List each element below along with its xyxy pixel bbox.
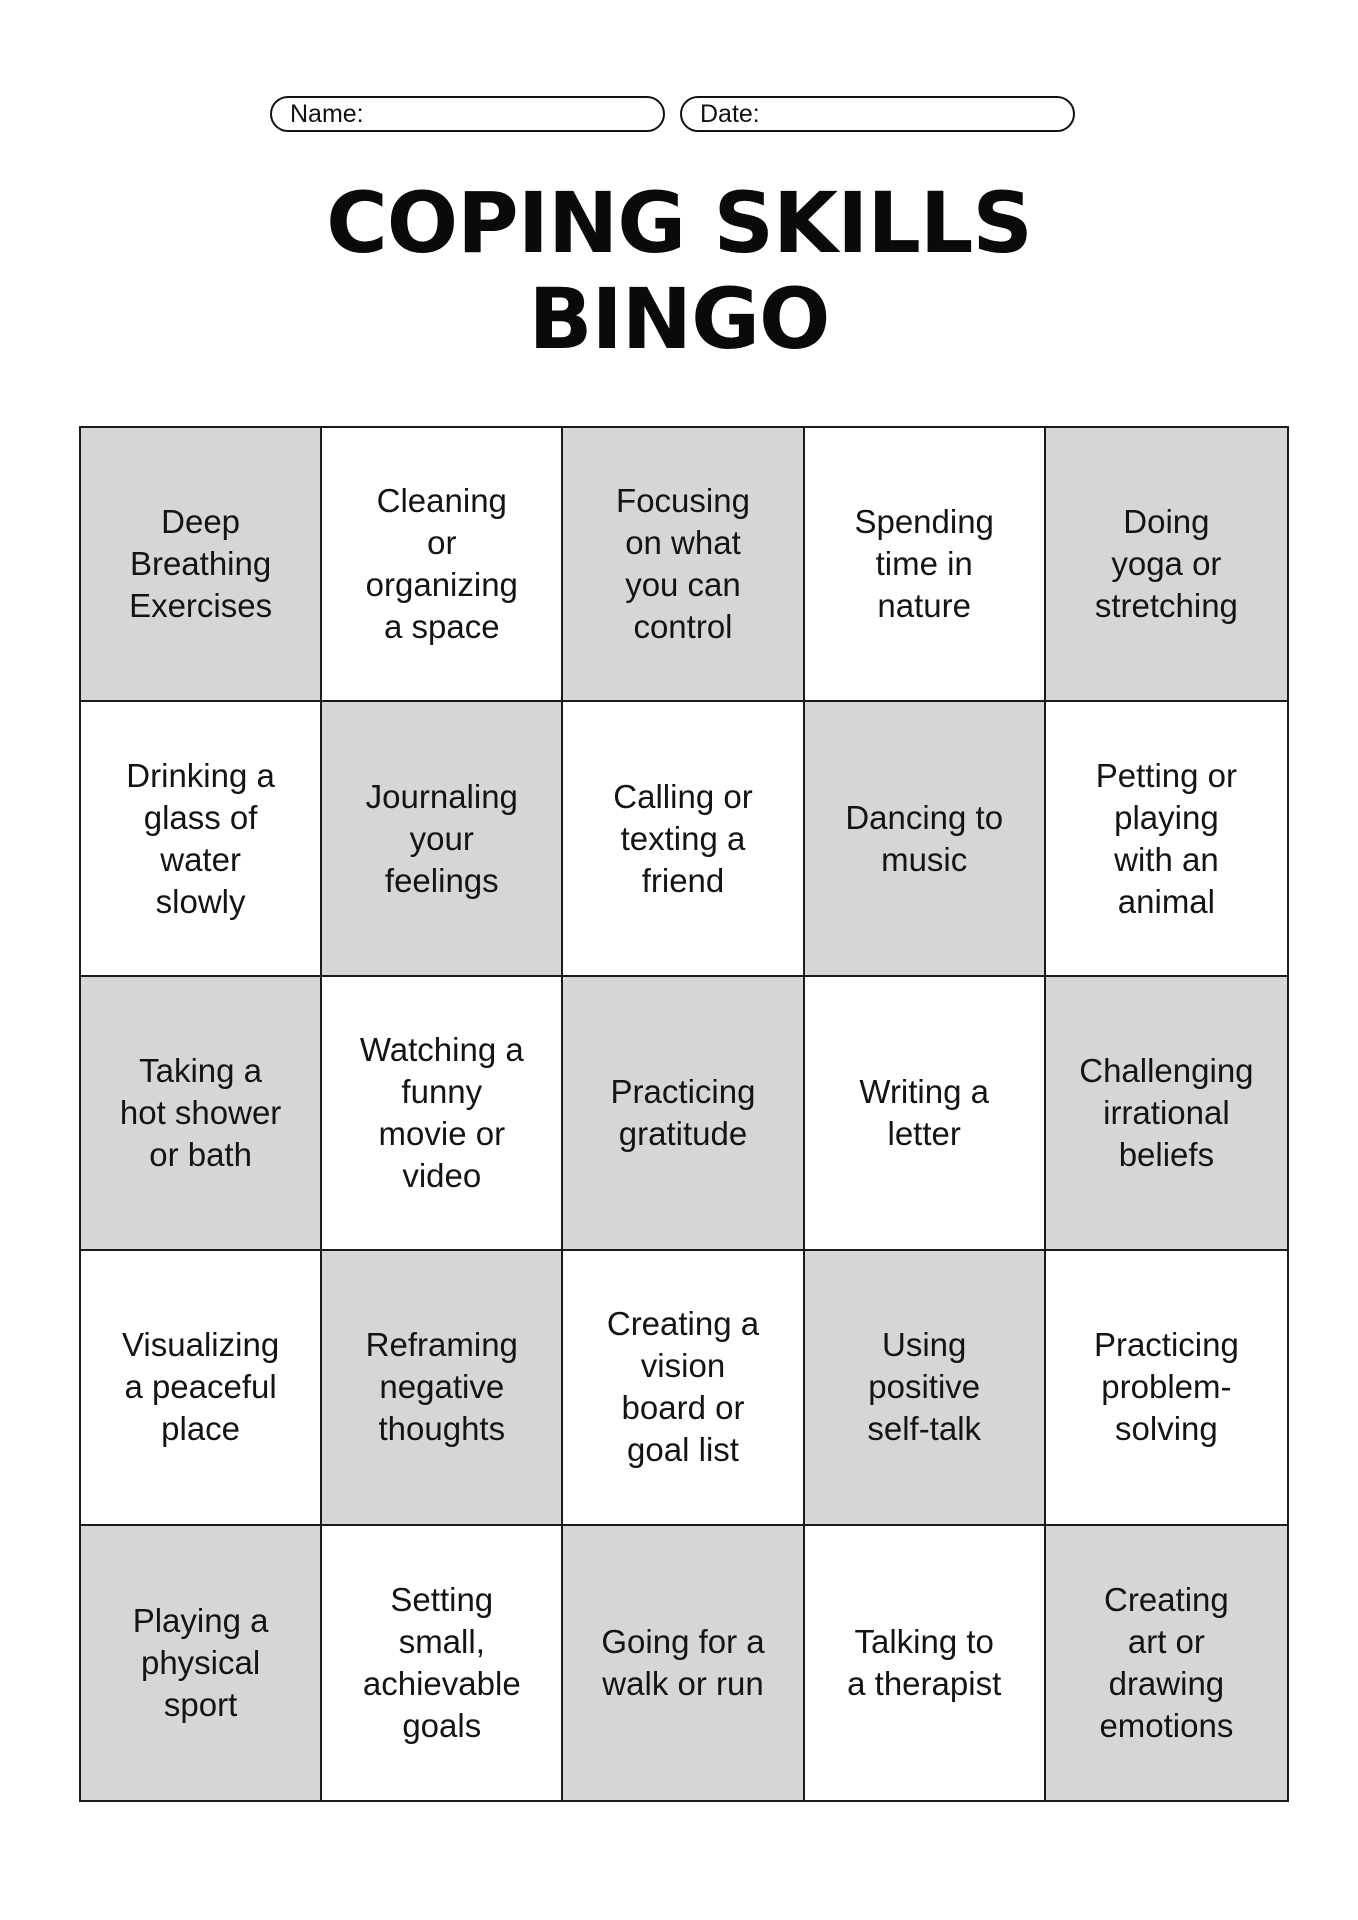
bingo-cell-label: Deep Breathing Exercises — [129, 503, 273, 625]
bingo-cell-label: Going for a walk or run — [601, 1622, 765, 1702]
bingo-cell[interactable] — [81, 1251, 322, 1525]
bingo-cell-label: Taking a hot shower or bath — [119, 1051, 282, 1173]
bingo-cell[interactable] — [1046, 1526, 1287, 1800]
bingo-cell[interactable] — [1046, 977, 1287, 1251]
bingo-cell-label: Challenging irrational beliefs — [1079, 1051, 1254, 1173]
bingo-cell-label: Doing yoga or stretching — [1094, 503, 1238, 625]
bingo-cell-label: Creating art or drawing emotions — [1099, 1580, 1234, 1744]
title-line-1: COPING SKILLS — [326, 174, 1032, 272]
bingo-cell-label: Petting or playing with an animal — [1095, 756, 1238, 920]
bingo-cell[interactable] — [1046, 702, 1287, 976]
bingo-cell[interactable] — [322, 977, 563, 1251]
bingo-cell-label: Practicing problem- solving — [1093, 1326, 1239, 1448]
header-fields — [270, 96, 1075, 136]
bingo-cell-label: Using positive self-talk — [867, 1326, 982, 1448]
bingo-cell[interactable] — [81, 977, 322, 1251]
bingo-cell[interactable] — [1046, 428, 1287, 702]
bingo-cell[interactable] — [81, 702, 322, 976]
bingo-cell[interactable] — [322, 702, 563, 976]
date-label: Date: — [700, 99, 760, 128]
bingo-cell[interactable] — [563, 977, 804, 1251]
bingo-cell-label: Reframing negative thoughts — [365, 1326, 518, 1448]
bingo-cell[interactable] — [805, 428, 1046, 702]
bingo-cell-label: Drinking a glass of water slowly — [126, 756, 275, 920]
bingo-cell[interactable] — [805, 977, 1046, 1251]
bingo-cell-label: Spending time in nature — [854, 503, 994, 625]
bingo-cell[interactable] — [322, 1251, 563, 1525]
bingo-cell-label: Journaling your feelings — [365, 777, 518, 899]
bingo-board — [79, 426, 1289, 1802]
bingo-cell-label: Practicing gratitude — [610, 1072, 756, 1152]
bingo-cell-label: Writing a letter — [859, 1072, 989, 1152]
bingo-cell[interactable] — [805, 1251, 1046, 1525]
bingo-cell[interactable] — [1046, 1251, 1287, 1525]
bingo-cell[interactable] — [563, 1251, 804, 1525]
bingo-cell-label: Playing a physical sport — [132, 1601, 269, 1723]
bingo-cell-label: Creating a vision board or goal list — [606, 1305, 760, 1469]
bingo-cell[interactable] — [81, 428, 322, 702]
bingo-cell[interactable] — [81, 1526, 322, 1800]
bingo-cell[interactable] — [805, 1526, 1046, 1800]
bingo-cell-label: Visualizing a peaceful place — [122, 1326, 280, 1448]
bingo-cell-label: Talking to a therapist — [847, 1622, 1002, 1702]
bingo-cell[interactable] — [805, 702, 1046, 976]
date-field[interactable] — [680, 96, 1075, 132]
name-label: Name: — [290, 99, 364, 128]
bingo-cell-label: Cleaning or organizing a space — [365, 482, 518, 646]
page-title — [0, 175, 1358, 367]
title-line-2: BINGO — [528, 270, 830, 368]
bingo-cell[interactable] — [322, 1526, 563, 1800]
bingo-cell-label: Setting small, achievable goals — [362, 1580, 521, 1744]
bingo-cell-label: Watching a funny movie or video — [359, 1030, 524, 1194]
bingo-cell-label: Focusing on what you can control — [616, 482, 750, 646]
bingo-cell[interactable] — [322, 428, 563, 702]
bingo-cell[interactable] — [563, 428, 804, 702]
bingo-cell-label: Calling or texting a friend — [613, 777, 753, 899]
name-field[interactable] — [270, 96, 665, 132]
bingo-cell[interactable] — [563, 1526, 804, 1800]
bingo-cell-label: Dancing to music — [845, 798, 1004, 878]
bingo-cell[interactable] — [563, 702, 804, 976]
